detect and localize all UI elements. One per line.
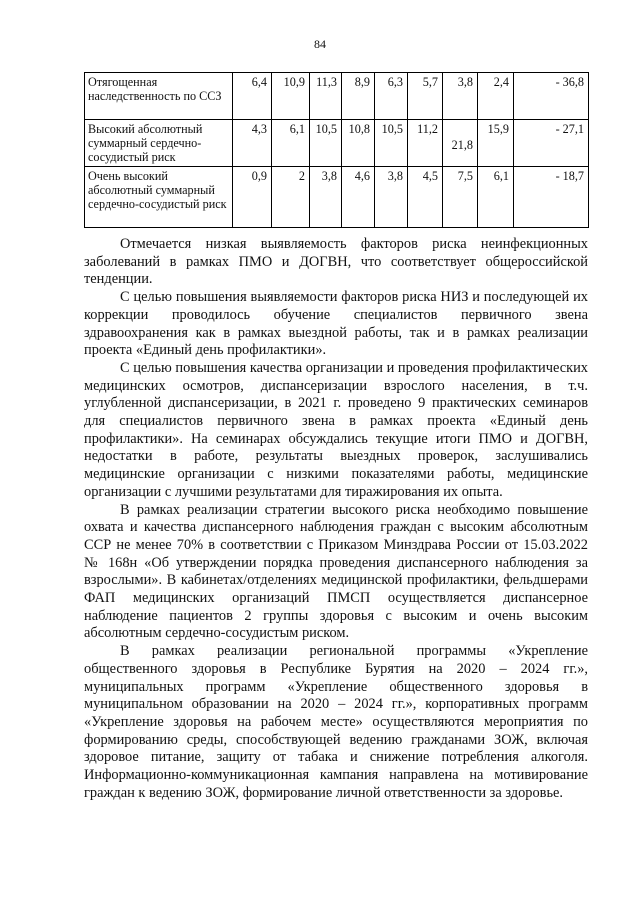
- paragraph: В рамках реализации региональной программы «Укрепление общественного здоровья в Республике Бурятия на 2020 – 2024 гг.», муниципальных программ «Укрепление общественного здоровья в муниципальном образовании на 2020 – 2024 гг.», корпоративных программ «Укрепление здоровья на рабочем месте» осуществляются мероприятия по формированию среды, способствующей ведению гражданами ЗОЖ, включая здоровое питание, защиту от табака и снижение потребления алкоголя. Информационно-коммуникационная кампания направлена на мотивирование граждан к ведению ЗОЖ, формирование личной ответственности за здоровье.: [84, 643, 588, 801]
- table-cell: 4,5: [408, 167, 443, 228]
- table-row: [85, 167, 589, 228]
- table-cell: 3,8: [375, 167, 408, 228]
- table-cell: 10,5: [310, 120, 342, 167]
- table-cell: 3,8: [443, 73, 478, 120]
- table-cell: 2: [272, 167, 310, 228]
- table-cell: 4,3: [233, 120, 272, 167]
- table-row: [85, 73, 589, 120]
- table-cell: 10,5: [375, 120, 408, 167]
- table-row: [85, 120, 589, 167]
- row-label: Очень высокий абсолютный суммарный сердечно-сосудистый риск: [85, 167, 233, 228]
- table-cell: 0,9: [233, 167, 272, 228]
- table-cell: 6,3: [375, 73, 408, 120]
- table-cell: 15,9: [478, 120, 514, 167]
- table-cell: 6,4: [233, 73, 272, 120]
- table-cell: 8,9: [342, 73, 375, 120]
- table-cell: 3,8: [310, 167, 342, 228]
- row-label: Высокий абсолютный суммарный сердечно-сосудистый риск: [85, 120, 233, 167]
- change-cell: - 27,1: [514, 120, 589, 167]
- table-cell: 10,8: [342, 120, 375, 167]
- table-cell: 11,3: [310, 73, 342, 120]
- table-cell: 7,5: [443, 167, 478, 228]
- table-cell: 6,1: [478, 167, 514, 228]
- table-cell: 2,4: [478, 73, 514, 120]
- paragraph: В рамках реализации стратегии высокого риска необходимо повышение охвата и качества диспансерного наблюдения граждан с высоким абсолютным ССР не менее 70% в соответствии с Приказом Минздрава России от 15.03.2022 № 168н «Об утверждении порядка проведения диспансерного наблюдения за взрослыми». В кабинетах/отделениях медицинской профилактики, фельдшерами ФАП медицинских организаций ПМСП осуществляется диспансерное наблюдение пациентов 2 группы здоровья с высоким и очень высоким абсолютным сердечно-сосудистым риском.: [84, 501, 588, 642]
- table-cell: 11,2: [408, 120, 443, 167]
- table-cell-value: 21,8: [451, 138, 473, 152]
- table-cell: 5,7: [408, 73, 443, 120]
- paragraph: С целью повышения выявляемости факторов риска НИЗ и последующей их коррекции проводилось обучение специалистов первичного звена здравоохранения как в рамках выездной работы, так и в рамках реализации проекта «Единый день профилактики».: [84, 289, 588, 359]
- table-cell: 10,9: [272, 73, 310, 120]
- table-cell: 6,1: [272, 120, 310, 167]
- change-cell: - 36,8: [514, 73, 589, 120]
- row-label: Отягощенная наследственность по ССЗ: [85, 73, 233, 120]
- table-cell: [443, 120, 478, 167]
- body-text: [84, 236, 588, 803]
- paragraph: С целью повышения качества организации и проведения профилактических медицинских осмотров, диспансеризации взрослого населения, в т.ч. углубленной диспансеризации, в 2021 г. проведено 9 практических семинаров для специалистов первичного звена в рамках проекта «Единый день профилактики». На семинарах обсуждались текущие итоги ПМО и ДОГВН, недостатки в работе, результаты выездных проверок, заслушивались медицинские организации с низкими показателями работы, медицинские организации с лучшими результатами для тиражирования их опыта.: [84, 359, 588, 500]
- risk-factors-table: [84, 72, 589, 228]
- change-cell: - 18,7: [514, 167, 589, 228]
- paragraph: Отмечается низкая выявляемость факторов риска неинфекционных заболеваний в рамках ПМО и ДОГВН, что соответствует общероссийской тенденции.: [84, 236, 588, 288]
- table-cell: 4,6: [342, 167, 375, 228]
- page-number: 84: [314, 37, 326, 51]
